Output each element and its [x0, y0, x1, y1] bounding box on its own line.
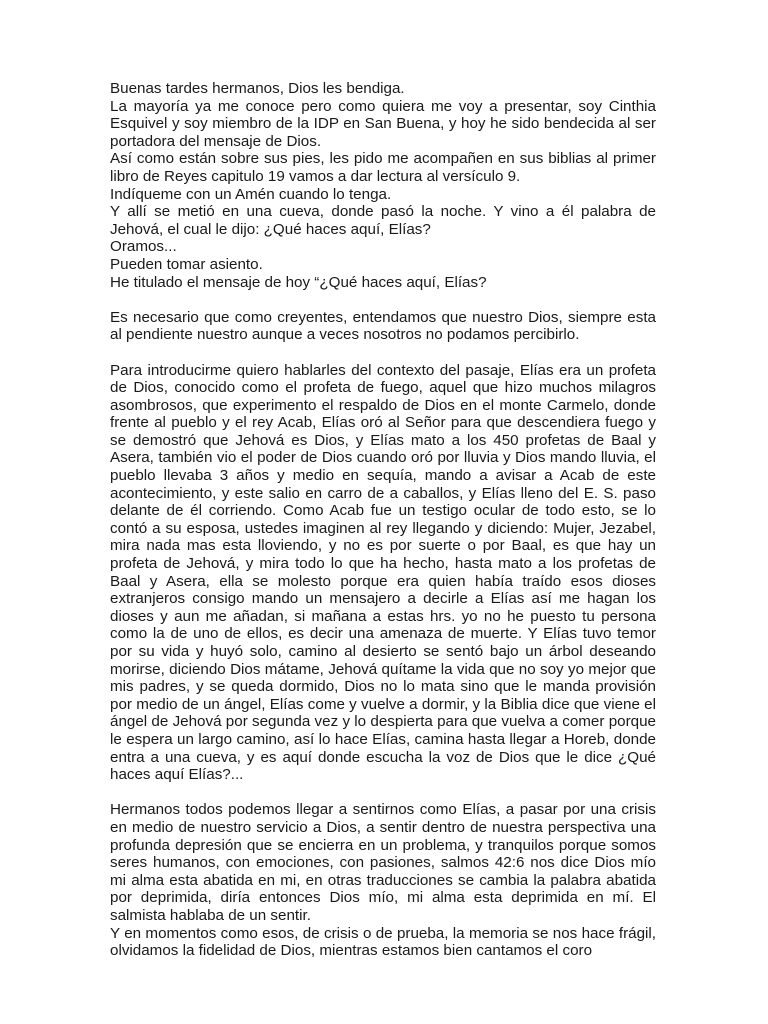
paragraph-context: Para introducirme quiero hablarles del contexto del pasaje, Elías era un profeta de Dios, conocido como el profeta de fuego, aquel que hizo muchos milagros asombrosos, que experimento el respaldo de Dios en el monte Carmelo, donde frente al pueblo y el rey Acab, Elías oró al Señor para que descendiera fuego y se demostró que Jehová es Dios, y Elías mato a los 450 profetas de Baal y Asera, también vio el poder de Dios cuando oró por lluvia y Dios mando lluvia, el pueblo llevaba 3 años y medio en sequía, mando a avisar a Acab de este acontecimiento, y este salio en carro de a caballos, y Elías lleno del E. S. paso delante de él corriendo. Como Acab fue un testigo ocular de todo esto, se lo contó a su esposa, ustedes imaginen al rey llegando y diciendo: Mujer, Jezabel, mira nada mas esta lloviendo, y no es por suerte o por Baal, es que hay un profeta de Jehová, y mira todo lo que ha hecho, hasta mato a los profetas de Baal y Asera, ella se molesto porque era quien había traído esos dioses extranjeros consigo mando un mensajero a decirle a Elías así me hagan los dioses y aun me añadan, si mañana a estas hrs. yo no he puesto tu persona como la de uno de ellos, es decir una amenaza de muerte. Y Elías tuvo temor por su vida y huyó solo, camino al desierto se sentó bajo un árbol deseando morirse, diciendo Dios mátame, Jehová quítame la vida que no soy yo mejor que mis padres, y se queda dormido, Dios no lo mata sino que le manda provisión por medio de un ángel, Elías come y vuelve a dormir, y la Biblia dice que viene el ángel de Jehová por segunda vez y lo despierta para que vuelva a comer porque le espera un largo camino, así lo hace Elías, camina hasta llegar a Horeb, donde entra a una cueva, y es aquí donde escucha la voz de Dios que le dice ¿Qué haces aquí Elías?... — [110, 361, 656, 784]
reading-instruction-line: Así como están sobre sus pies, les pido me acompañen en sus biblias al primer libro de Reyes capitulo 19 vamos a dar lectura al versículo 9. — [110, 150, 656, 185]
paragraph-believers: Es necesario que como creyentes, entendamos que nuestro Dios, siempre esta al pendiente nuestro aunque a veces nosotros no podamos percibirlo. — [110, 308, 656, 344]
verse-line: Y allí se metió en una cueva, donde pasó la noche. Y vino a él palabra de Jehová, el cual le dijo: ¿Qué haces aquí, Elías? — [110, 203, 656, 238]
prayer-line: Oramos... — [110, 238, 177, 256]
greeting-line: Buenas tardes hermanos, Dios les bendiga. — [110, 80, 405, 97]
paragraph-brothers-part-2: Y en momentos como esos, de crisis o de prueba, la memoria se nos hace frágil, olvidamos la fidelidad de Dios, mientras estamos bien cantamos el coro — [110, 924, 656, 960]
paragraph-brothers — [110, 801, 656, 959]
intro-paragraph — [110, 80, 656, 291]
amen-line: Indíqueme con un Amén cuando lo tenga. — [110, 185, 392, 203]
message-title-line: He titulado el mensaje de hoy “¿Qué haces aquí, Elías? — [110, 273, 487, 291]
document-page — [110, 80, 656, 960]
paragraph-brothers-part-1: Hermanos todos podemos llegar a sentirnos como Elías, a pasar por una crisis en medio de nuestro servicio a Dios, a sentir dentro de nuestra perspectiva una profunda depresión que se encierra en un problema, y tranquilos porque somos seres humanos, con emociones, con pasiones, salmos 42:6 nos dice Dios mío mi alma esta abatida en mi, en otras traducciones se cambia la palabra abatida por deprimida, diría entonces Dios mío, mi alma esta deprimida en mí. El salmista hablaba de un sentir. — [110, 801, 656, 924]
introduction-line: La mayoría ya me conoce pero como quiera me voy a presentar, soy Cinthia Esquivel y soy miembro de la IDP en San Buena, y hoy he sido bendecida al ser portadora del mensaje de Dios. — [110, 97, 656, 150]
sit-down-line: Pueden tomar asiento. — [110, 255, 263, 273]
